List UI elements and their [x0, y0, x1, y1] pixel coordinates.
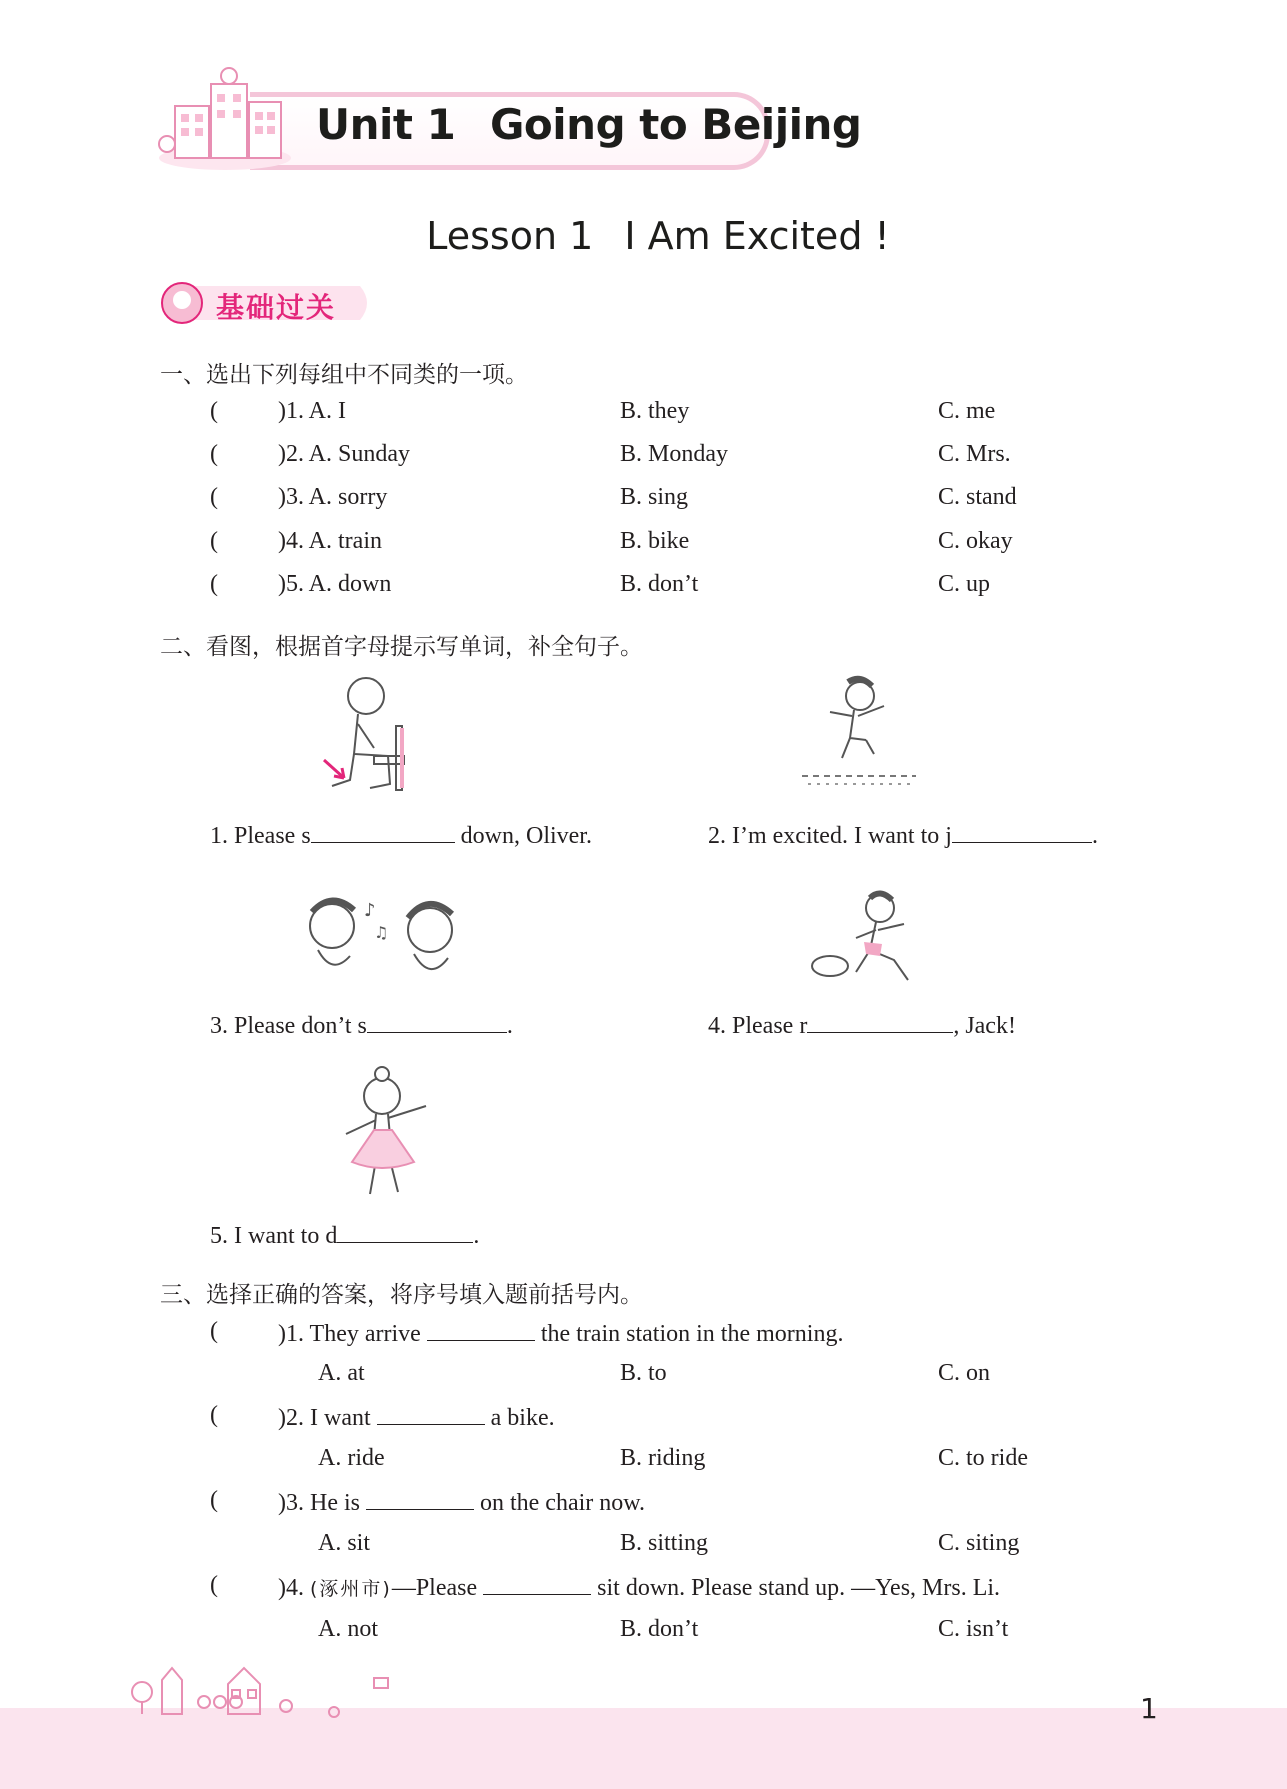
- option-c: C. to ride: [938, 1445, 1028, 1471]
- option-b: B. sitting: [620, 1530, 709, 1556]
- svg-text:♪: ♪: [364, 900, 376, 921]
- answer-paren[interactable]: (: [210, 441, 218, 467]
- sentence-start: 3. Please don’t s: [210, 1013, 367, 1039]
- answer-blank[interactable]: [337, 1220, 473, 1243]
- s2-sentence-4: [708, 1010, 1016, 1040]
- option-a: )4. A. train: [278, 528, 382, 554]
- option-a: A. sit: [318, 1530, 371, 1556]
- question-text: [278, 1572, 1000, 1602]
- option-b: B. Monday: [620, 441, 728, 467]
- option-b: B. they: [620, 398, 690, 424]
- svg-text:♫: ♫: [374, 923, 389, 942]
- option-b: B. riding: [620, 1445, 706, 1471]
- stem-mid: —Please: [391, 1575, 484, 1601]
- s2-sentence-5: [210, 1220, 479, 1250]
- sentence-start: 4. Please r: [708, 1013, 808, 1039]
- question-text: [278, 1402, 555, 1432]
- town-decoration: [120, 1648, 420, 1718]
- answer-paren[interactable]: (: [210, 1402, 218, 1428]
- option-c: C. siting: [938, 1530, 1020, 1556]
- stem-end: the train station in the morning.: [534, 1321, 844, 1347]
- section3-heading: 三、选择正确的答案，将序号填入题前括号内。: [160, 1282, 643, 1308]
- stem-start: )3. He is: [278, 1490, 366, 1516]
- option-c: C. Mrs.: [938, 441, 1011, 467]
- page-number: 1: [1140, 1692, 1158, 1725]
- lesson-title: Lesson 1 I Am Excited !: [426, 214, 890, 258]
- option-b: B. don’t: [620, 1616, 699, 1642]
- source-tag: (涿州市): [310, 1578, 392, 1600]
- option-b: B. sing: [620, 484, 689, 510]
- answer-blank[interactable]: [483, 1572, 591, 1595]
- question-text: [278, 1487, 645, 1517]
- option-a: )1. A. I: [278, 398, 346, 424]
- option-c: C. stand: [938, 484, 1017, 510]
- stem-end: sit down. Please stand up. —Yes, Mrs. Li.: [591, 1575, 1001, 1601]
- option-b: B. don’t: [620, 571, 699, 597]
- s2-sentence-2: [708, 820, 1098, 850]
- option-a: )5. A. down: [278, 571, 392, 597]
- stem-end: on the chair now.: [473, 1490, 646, 1516]
- sentence-end: .: [506, 1013, 513, 1039]
- answer-blank[interactable]: [952, 820, 1092, 843]
- option-c: C. isn’t: [938, 1616, 1009, 1642]
- sentence-end: .: [1091, 823, 1098, 849]
- boy-running-illustration: [800, 888, 940, 992]
- option-a: A. ride: [318, 1445, 385, 1471]
- sentence-end: .: [473, 1223, 480, 1249]
- sentence-start: 5. I want to d: [210, 1223, 338, 1249]
- answer-blank[interactable]: [366, 1487, 474, 1510]
- answer-paren[interactable]: (: [210, 528, 218, 554]
- stem-start: )4.: [278, 1575, 310, 1601]
- section1-heading: 一、选出下列每组中不同类的一项。: [160, 362, 528, 388]
- answer-blank[interactable]: [377, 1402, 485, 1425]
- unit-title: Unit 1 Going to Beijing: [316, 100, 862, 149]
- question-text: [278, 1318, 843, 1348]
- stem-start: )1. They arrive: [278, 1321, 427, 1347]
- s2-sentence-3: [210, 1010, 513, 1040]
- option-c: C. up: [938, 571, 991, 597]
- option-a: )2. A. Sunday: [278, 441, 410, 467]
- answer-blank[interactable]: [311, 820, 455, 843]
- boy-sitting-illustration: [318, 668, 428, 800]
- option-a: A. not: [318, 1616, 378, 1642]
- answer-paren[interactable]: (: [210, 1318, 218, 1344]
- boy-jumping-illustration: [794, 672, 924, 792]
- option-a: )3. A. sorry: [278, 484, 388, 510]
- option-b: B. to: [620, 1360, 667, 1386]
- option-a: A. at: [318, 1360, 365, 1386]
- option-b: B. bike: [620, 528, 690, 554]
- sentence-end: down, Oliver.: [454, 823, 592, 849]
- answer-paren[interactable]: (: [210, 1572, 218, 1598]
- answer-blank[interactable]: [807, 1010, 953, 1033]
- answer-paren[interactable]: (: [210, 1487, 218, 1513]
- badge-label: 基础过关: [216, 291, 337, 324]
- girl-dancing-illustration: [336, 1064, 440, 1206]
- option-c: C. okay: [938, 528, 1013, 554]
- footer-band: [0, 1708, 1287, 1789]
- answer-blank[interactable]: [367, 1010, 507, 1033]
- stem-start: )2. I want: [278, 1405, 377, 1431]
- section2-heading: 二、看图，根据首字母提示写单词，补全句子。: [160, 634, 643, 660]
- sentence-end: , Jack!: [953, 1013, 1016, 1039]
- buildings-illustration: [155, 62, 295, 174]
- s2-sentence-1: [210, 820, 592, 850]
- option-c: C. on: [938, 1360, 991, 1386]
- answer-paren[interactable]: (: [210, 484, 218, 510]
- answer-paren[interactable]: (: [210, 571, 218, 597]
- answer-paren[interactable]: (: [210, 398, 218, 424]
- sentence-start: 1. Please s: [210, 823, 311, 849]
- answer-blank[interactable]: [427, 1318, 535, 1341]
- option-c: C. me: [938, 398, 996, 424]
- stem-end: a bike.: [484, 1405, 555, 1431]
- girls-singing-illustration: [292, 886, 476, 992]
- sentence-start: 2. I’m excited. I want to j: [708, 823, 952, 849]
